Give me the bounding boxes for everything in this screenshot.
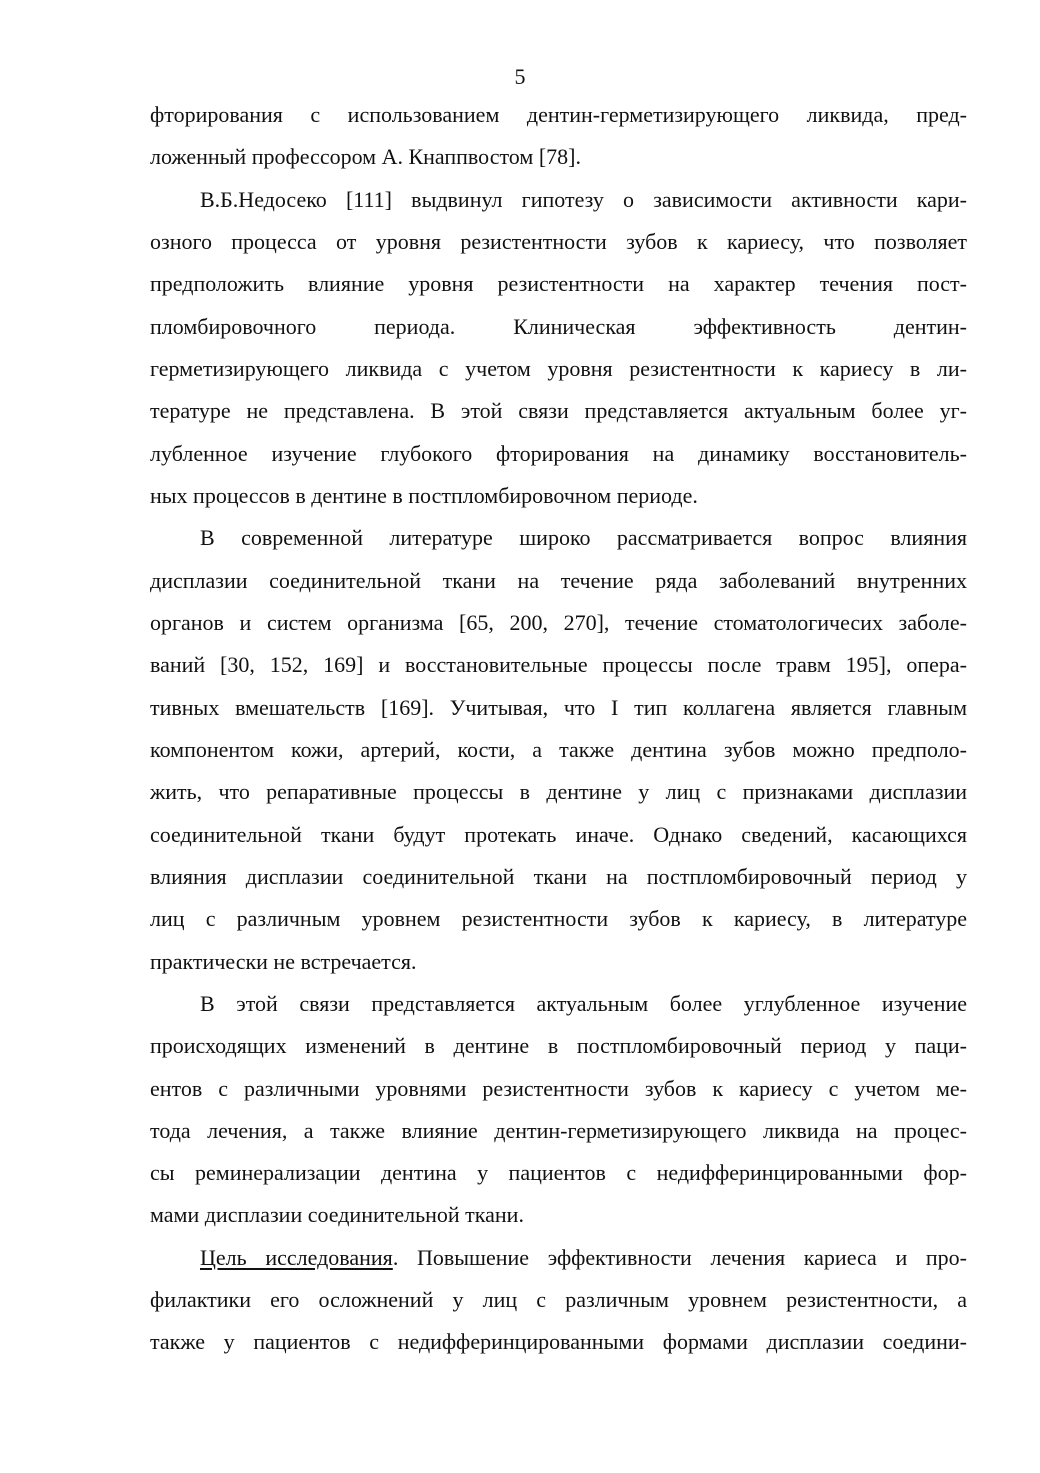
page-number: 5 (514, 64, 526, 89)
text-line: тературе не представлена. В этой связи представляется актуальным более уг- (150, 398, 967, 423)
text-line: В.Б.Недосеко [111] выдвинул гипотезу о зависимости активности кари- (200, 187, 967, 212)
text-line: происходящих изменений в дентине в постпломбировочный период у паци- (150, 1033, 967, 1058)
text-line: озного процесса от уровня резистентности зубов к кариесу, что позволяет (150, 229, 967, 254)
text-line: ных процессов в дентине в постпломбировочном периоде. (150, 483, 698, 508)
text-line: лубленное изучение глубокого фторирования на динамику восстановитель- (150, 441, 967, 466)
text-line: предположить влияние уровня резистентности на характер течения пост- (150, 271, 967, 296)
text-line: тода лечения, а также влияние дентин-герметизирующего ликвида на процес- (150, 1118, 967, 1143)
text-line: ваний [30, 152, 169] и восстановительные процессы после травм 195], опера- (150, 652, 967, 677)
goal-heading: Цель исследования (200, 1245, 393, 1270)
text-line: лиц с различным уровнем резистентности зубов к кариесу, в литературе (150, 906, 967, 931)
goal-text: . Повышение эффективности лечения кариеса и про- (392, 1245, 967, 1270)
text-line: пломбировочного периода. Клиническая эффективность дентин- (150, 314, 967, 339)
text-line: дисплазии соединительной ткани на течение ряда заболеваний внутренних (150, 568, 967, 593)
text-line: также у пациентов с недифферинцированными формами дисплазии соедини- (150, 1329, 967, 1354)
text-line: ложенный профессором А. Кнаппвостом [78]. (150, 144, 581, 169)
text-line: фторирования с использованием дентин-герметизирующего ликвида, пред- (150, 102, 967, 127)
text-line: В этой связи представляется актуальным более углубленное изучение (200, 991, 967, 1016)
text-line: герметизирующего ликвида с учетом уровня резистентности к кариесу в ли- (150, 356, 967, 381)
goal-line (200, 1243, 967, 1273)
text-line: соединительной ткани будут протекать иначе. Однако сведений, касающихся (150, 822, 967, 847)
text-line: компонентом кожи, артерий, кости, а также дентина зубов можно предполо- (150, 737, 967, 762)
text-line: практически не встречается. (150, 949, 417, 974)
text-line: жить, что репаративные процессы в дентине у лиц с признаками дисплазии (150, 779, 967, 804)
text-line: ентов с различными уровнями резистентности зубов к кариесу с учетом ме- (150, 1076, 967, 1101)
text-line: влияния дисплазии соединительной ткани на постпломбировочный период у (150, 864, 967, 889)
text-line: сы реминерализации дентина у пациентов с недифферинцированными фор- (150, 1160, 967, 1185)
text-line: филактики его осложнений у лиц с различным уровнем резистентности, а (150, 1287, 967, 1312)
text-line: В современной литературе широко рассматривается вопрос влияния (200, 525, 967, 550)
text-line: мами дисплазии соединительной ткани. (150, 1202, 524, 1227)
text-line: тивных вмешательств [169]. Учитывая, что I тип коллагена является главным (150, 695, 967, 720)
text-line: органов и систем организма [65, 200, 270], течение стоматологичесих заболе- (150, 610, 967, 635)
